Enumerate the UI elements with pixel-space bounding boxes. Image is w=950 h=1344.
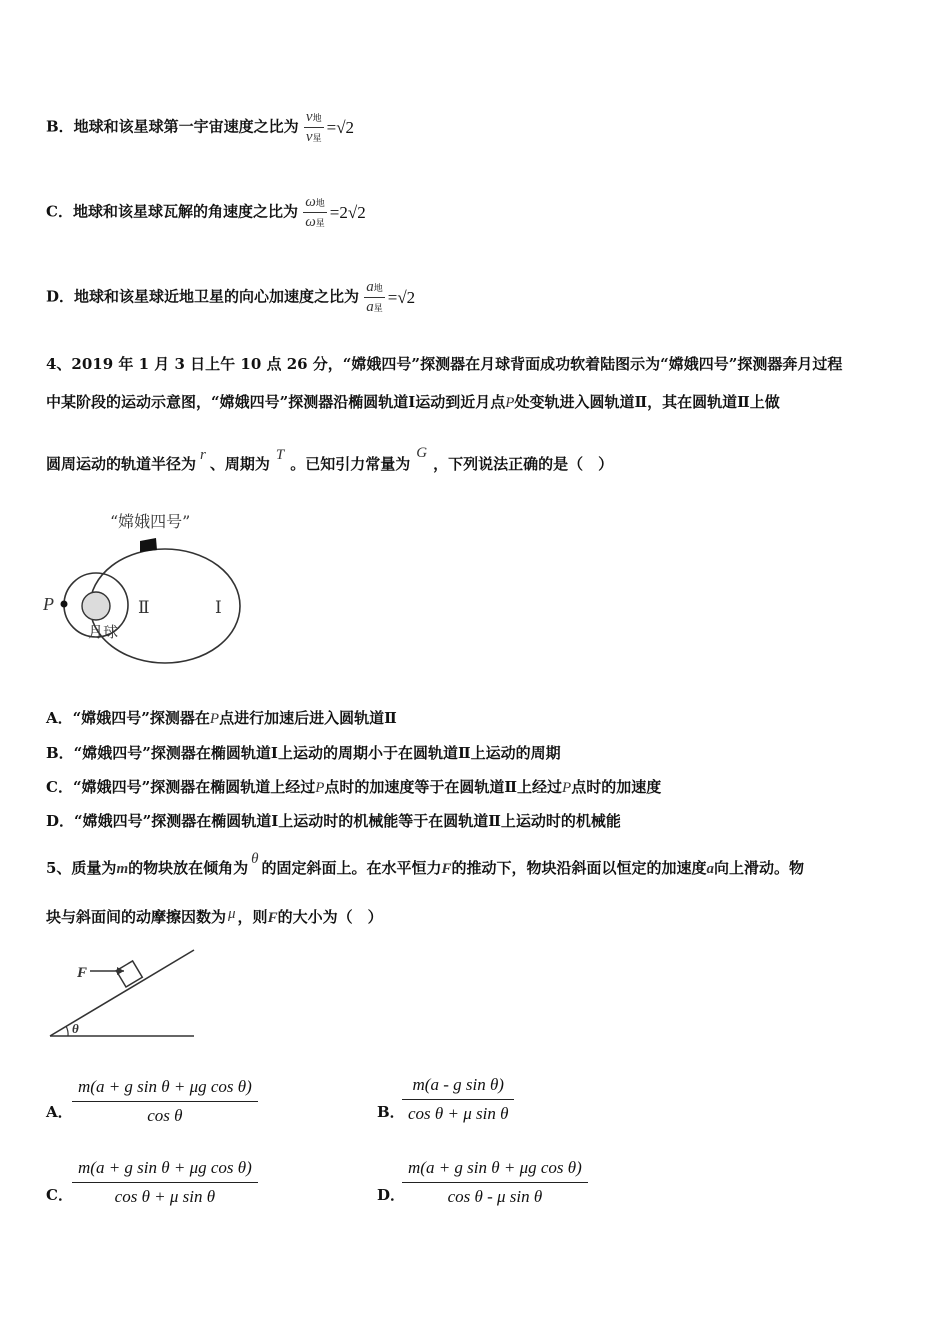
numerator: m(a + g sin θ + μg cos θ) (402, 1157, 588, 1183)
q4-option-b (46, 743, 561, 763)
numerator: ω (305, 194, 316, 210)
equals-value: =√2 (326, 117, 355, 137)
q4-text: ，下列说法正确的是（ ） (433, 455, 614, 473)
q5-text: 的物块放在倾角为 (128, 859, 249, 877)
q5-text: 5、质量为 (46, 859, 117, 877)
q5-text: 的推动下，物块沿斜面以恒定的加速度 (451, 859, 707, 877)
numerator: m(a + g sin θ + μg cos θ) (72, 1076, 258, 1102)
q4-option-d (46, 811, 621, 831)
moon-icon (82, 592, 110, 620)
incline-diagram (44, 944, 204, 1044)
force-label: F (77, 965, 88, 981)
denominator: cos θ (147, 1106, 183, 1125)
q5-line-1 (46, 851, 805, 879)
var-t: T (275, 447, 285, 463)
var-p: P (562, 780, 572, 796)
denominator: ω (305, 214, 316, 230)
equals-value: =√2 (387, 287, 416, 307)
angle-arc (66, 1026, 68, 1036)
var-p: P (315, 780, 325, 796)
var-r: r (200, 447, 206, 463)
option-text: B．地球和该星球第一宇宙速度之比为 (46, 117, 299, 136)
numerator-sub: 地 (373, 283, 383, 293)
q5-option-d-formula (402, 1157, 588, 1208)
probe-icon (140, 538, 157, 552)
denominator: v (305, 129, 313, 145)
q5-text: 的固定斜面上。在水平恒力 (261, 859, 442, 877)
orbit-2-label: Ⅱ (138, 598, 150, 618)
denominator: cos θ - μ sin θ (447, 1187, 543, 1206)
denominator-sub: 星 (373, 303, 383, 313)
orbit-1-label: Ⅰ (215, 598, 222, 618)
var-g: G (416, 445, 428, 461)
q4-option-a (46, 708, 397, 729)
q5-text: 向上滑动。物 (714, 859, 805, 877)
q5-option-b-formula (402, 1074, 514, 1125)
option-text: D．地球和该星球近地卫星的向心加速度之比为 (46, 287, 360, 306)
option-text: D．“嫦娥四号”探测器在椭圆轨道Ⅰ上运动时的机械能等于在圆轨道Ⅱ上运动时的机械能 (46, 812, 621, 830)
q5-option-c-label: C． (46, 1186, 73, 1204)
q5-text: 块与斜面间的动摩擦因数为 (46, 908, 227, 926)
orbit-diagram (40, 505, 250, 670)
q5-text: ，则 (237, 908, 268, 926)
figure-title: “嫦娥四号” (110, 512, 191, 531)
fraction (364, 278, 385, 317)
q5-option-a-formula (72, 1076, 258, 1127)
denominator-sub: 星 (315, 218, 325, 228)
option-text: 点时的加速度等于在圆轨道Ⅱ上经过 (324, 778, 563, 796)
q5-line-2 (46, 907, 383, 928)
var-f: F (441, 861, 452, 877)
var-m: m (116, 861, 129, 877)
q4-text: 。已知引力常量为 (290, 455, 411, 473)
numerator: m(a + g sin θ + μg cos θ) (72, 1157, 258, 1183)
numerator-sub: 地 (312, 113, 322, 123)
p-label: P (43, 594, 54, 614)
var-theta: θ (251, 851, 259, 867)
q4-line-1: 4、2019 年 1 月 3 日上午 10 点 26 分，“嫦娥四号”探测器在月球背面成功软着陆图示为“嫦娥四号”探测器奔月过程 (46, 355, 843, 373)
var-mu: μ (228, 906, 236, 922)
q4-text: 圆周运动的轨道半径为 (46, 455, 197, 473)
theta-label: θ (72, 1021, 79, 1036)
option-text: B．“嫦娥四号”探测器在椭圆轨道Ⅰ上运动的周期小于在圆轨道Ⅱ上运动的周期 (46, 744, 561, 762)
q4-text: 处变轨进入圆轨道Ⅱ，其在圆轨道Ⅱ上做 (514, 393, 780, 411)
q5-option-a-label: A． (46, 1103, 73, 1121)
point-p-marker (61, 601, 68, 608)
numerator: v (305, 109, 313, 125)
numerator: a (366, 279, 374, 295)
var-f: F (267, 910, 278, 926)
q5-text: 的大小为（ ） (277, 908, 383, 926)
q4-text: 中某阶段的运动示意图，“嫦娥四号”探测器沿椭圆轨道Ⅰ运动到近月点 (46, 393, 506, 411)
denominator: cos θ + μ sin θ (114, 1187, 216, 1206)
option-text: C．地球和该星球瓦解的角速度之比为 (46, 202, 298, 221)
option-d-prev (46, 278, 415, 317)
equals-value: =2√2 (329, 202, 366, 222)
q4-line-3 (46, 445, 614, 475)
numerator-sub: 地 (315, 198, 325, 208)
fraction (303, 193, 327, 232)
var-p: P (209, 711, 220, 727)
option-text: 点进行加速后进入圆轨道Ⅱ (219, 709, 397, 727)
denominator: cos θ + μ sin θ (408, 1104, 509, 1123)
q5-option-c-formula (72, 1157, 258, 1208)
fraction (304, 108, 324, 147)
numerator: m(a - g sin θ) (402, 1074, 514, 1100)
q4-line-2 (46, 392, 780, 413)
option-text: A．“嫦娥四号”探测器在 (46, 709, 210, 727)
denominator-sub: 星 (312, 133, 322, 143)
var-a: a (706, 861, 715, 877)
q5-option-b-label: B． (377, 1103, 405, 1121)
moon-label: 月球 (88, 623, 119, 641)
option-c-prev (46, 193, 366, 232)
q5-option-d-label: D． (377, 1186, 406, 1204)
option-b-prev (46, 108, 354, 147)
q4-option-c (46, 777, 661, 798)
option-text: C．“嫦娥四号”探测器在椭圆轨道上经过 (46, 778, 316, 796)
q4-text: 、周期为 (209, 455, 270, 473)
option-text: 点时的加速度 (571, 778, 662, 796)
var-p: P (505, 395, 515, 411)
denominator: a (366, 299, 374, 315)
